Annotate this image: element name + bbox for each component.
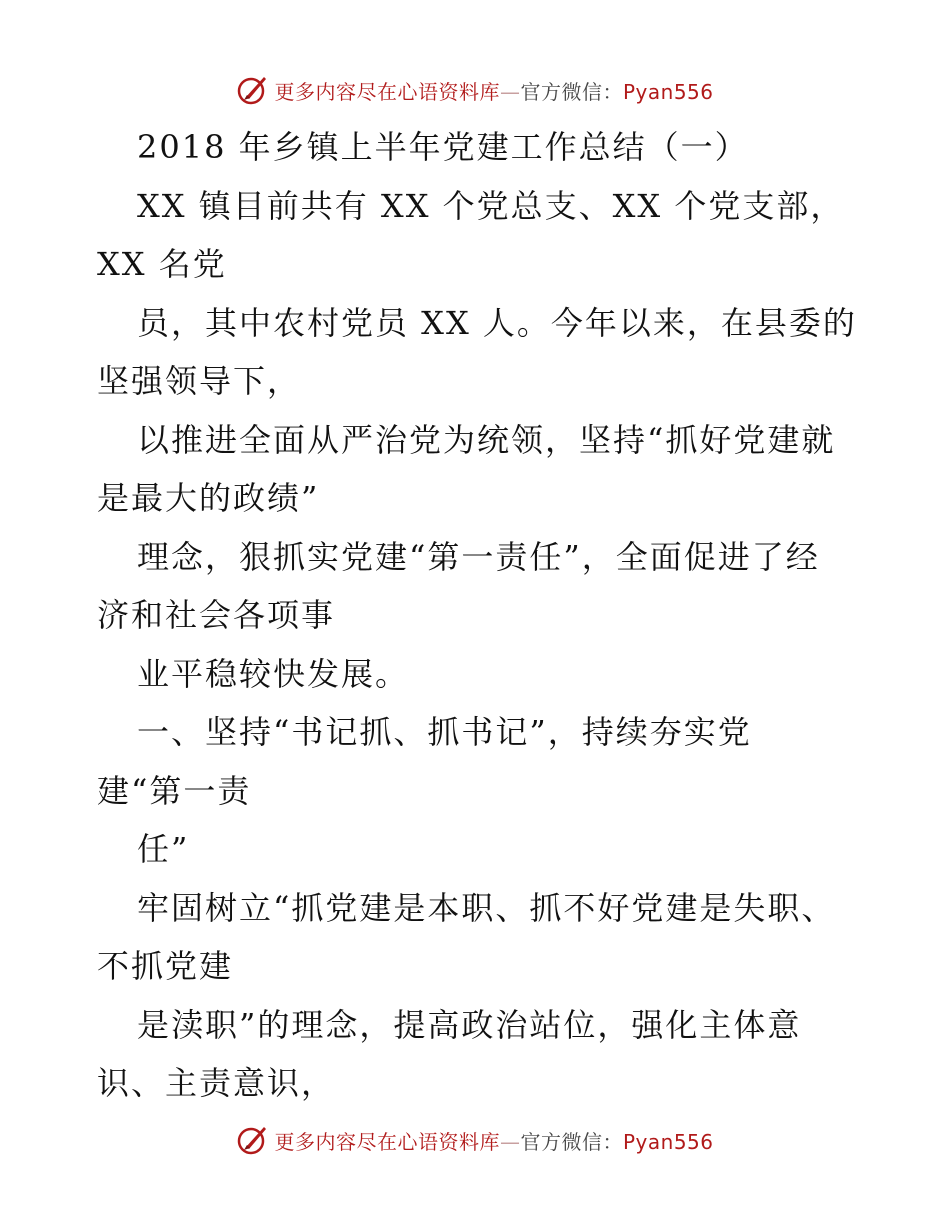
text-line: XX 名党 <box>97 245 227 283</box>
text-line: 是渎职”的理念，提高政治站位，强化主体意 <box>137 1005 802 1044</box>
watermark-account: Pyan556 <box>622 79 714 104</box>
watermark-account: Pyan556 <box>622 1129 714 1154</box>
text-line: 不抓党建 <box>97 947 234 985</box>
section-heading: 一、坚持“书记抓、抓书记”，持续夯实党 <box>137 713 752 751</box>
text-line: 业平稳较快发展。 <box>137 654 410 693</box>
document-title: 2018 年乡镇上半年党建工作总结（一） <box>137 128 749 166</box>
text-line: 以推进全面从严治党为统领，坚持“抓好党建就 <box>137 420 836 459</box>
header-watermark-text <box>274 76 713 105</box>
section-heading-continued: 任” <box>137 830 190 868</box>
text-line: 理念，狠抓实党建“第一责任”，全面促进了经 <box>137 537 820 576</box>
watermark-slogan: 更多内容尽在心语资料库 <box>274 1129 500 1154</box>
watermark-slogan: 更多内容尽在心语资料库 <box>274 79 500 104</box>
section-heading-continued: 建“第一责 <box>97 771 252 810</box>
quill-logo-icon <box>236 1123 270 1157</box>
text-line: 识、主责意识， <box>97 1064 336 1102</box>
text-line: 是最大的政绩” <box>97 479 320 517</box>
footer-watermark-text <box>274 1126 713 1155</box>
watermark-dash: — <box>499 1129 521 1154</box>
watermark-wechat-label: 官方微信： <box>520 79 623 104</box>
text-line: 员，其中农村党员 XX 人。今年以来，在县委的 <box>137 303 857 342</box>
text-line: 牢固树立“抓党建是本职、抓不好党建是失职、 <box>137 888 836 927</box>
quill-logo-icon <box>236 73 270 107</box>
document-body <box>97 118 857 1113</box>
text-line: XX 镇目前共有 XX 个党总支、XX 个党支部， <box>137 186 845 225</box>
header-watermark-banner <box>0 70 950 110</box>
text-line: 坚强领导下， <box>97 362 302 400</box>
watermark-wechat-label: 官方微信： <box>520 1129 623 1154</box>
text-line: 济和社会各项事 <box>97 596 336 634</box>
watermark-dash: — <box>499 79 521 104</box>
footer-watermark-banner <box>0 1120 950 1160</box>
